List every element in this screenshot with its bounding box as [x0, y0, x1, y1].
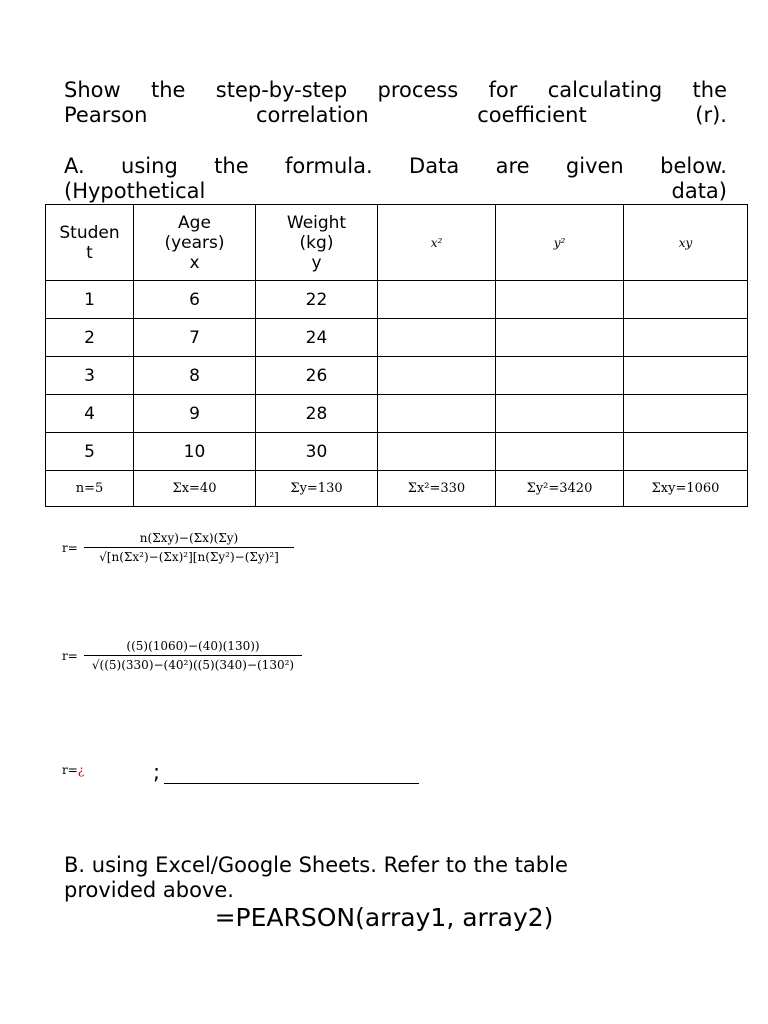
formula-numerator: n(Σxy)−(Σx)(Σy)	[84, 531, 294, 548]
header-weight	[256, 205, 378, 281]
intro-line-2: Pearson correlation coefficient (r).	[64, 103, 727, 127]
header-y-squared-label: y²	[553, 236, 566, 250]
table-cell: 3	[46, 357, 134, 395]
header-age-line-3: x	[189, 252, 200, 273]
sum-x-squared: Σx²=330	[378, 471, 496, 507]
table-cell: 26	[256, 357, 378, 395]
substituted-numerator: ((5)(1060)−(40)(130))	[84, 639, 302, 656]
sum-y-squared: Σy²=3420	[496, 471, 624, 507]
result-lhs: r=	[62, 763, 78, 777]
header-student-line-2: t	[86, 242, 93, 263]
header-xy	[624, 205, 748, 281]
pearson-formula	[62, 531, 312, 575]
table-cell-empty[interactable]	[624, 281, 748, 319]
part-a-line-2: (Hypothetical data)	[64, 179, 727, 203]
table-cell-empty[interactable]	[496, 319, 624, 357]
header-weight-line-1: Weight	[286, 212, 347, 233]
result-formula	[62, 763, 122, 781]
table-row	[46, 281, 748, 319]
intro-line-1: Show the step-by-step process for calculating the	[64, 78, 727, 102]
table-row	[46, 357, 748, 395]
table-cell-empty[interactable]	[378, 319, 496, 357]
answer-line[interactable]	[164, 761, 419, 784]
table-cell: 8	[134, 357, 256, 395]
table-cell-empty[interactable]	[624, 433, 748, 471]
table-cell-empty[interactable]	[496, 395, 624, 433]
header-weight-line-2: (kg)	[299, 232, 334, 253]
header-xy-label: xy	[678, 236, 693, 250]
table-cell: 30	[256, 433, 378, 471]
result-mark: ¿	[77, 763, 85, 777]
part-b-paragraph	[64, 853, 727, 903]
part-b-line-1: B. using Excel/Google Sheets. Refer to the table	[64, 853, 568, 877]
table-cell: 28	[256, 395, 378, 433]
header-x-squared	[378, 205, 496, 281]
sum-n: n=5	[46, 471, 134, 507]
excel-formula: =PEARSON(array1, array2)	[214, 903, 554, 932]
data-table	[45, 204, 748, 507]
table-cell-empty[interactable]	[496, 281, 624, 319]
table-cell-empty[interactable]	[496, 357, 624, 395]
substituted-denominator: √((5)(330)−(40²)((5)(340)−(130²)	[91, 658, 295, 672]
substituted-formula	[62, 639, 322, 683]
header-student	[46, 205, 134, 281]
table-cell-empty[interactable]	[624, 395, 748, 433]
table-cell: 5	[46, 433, 134, 471]
table-cell: 4	[46, 395, 134, 433]
answer-blank[interactable]	[153, 760, 419, 784]
table-cell-empty[interactable]	[624, 319, 748, 357]
table-cell-empty[interactable]	[378, 395, 496, 433]
table-cell: 6	[134, 281, 256, 319]
table-row	[46, 395, 748, 433]
table-cell: 7	[134, 319, 256, 357]
answer-semicolon: ;	[153, 760, 161, 784]
table-cell-empty[interactable]	[378, 281, 496, 319]
table-header-row	[46, 205, 748, 281]
header-weight-line-3: y	[311, 252, 322, 273]
table-cell: 22	[256, 281, 378, 319]
sum-xy: Σxy=1060	[624, 471, 748, 507]
header-y-squared	[496, 205, 624, 281]
header-age	[134, 205, 256, 281]
table-cell: 9	[134, 395, 256, 433]
table-row	[46, 433, 748, 471]
header-x-squared-label: x²	[430, 236, 443, 250]
table-cell: 10	[134, 433, 256, 471]
table-cell: 1	[46, 281, 134, 319]
substituted-lhs: r=	[62, 649, 78, 663]
table-cell-empty[interactable]	[624, 357, 748, 395]
part-a-heading	[64, 154, 727, 204]
part-a-line-1: A. using the formula. Data are given below.	[64, 154, 727, 178]
substituted-fraction	[84, 639, 302, 672]
formula-fraction	[84, 531, 294, 564]
table-cell-empty[interactable]	[496, 433, 624, 471]
intro-paragraph	[64, 78, 727, 128]
table-cell: 24	[256, 319, 378, 357]
sum-x: Σx=40	[134, 471, 256, 507]
table-cell-empty[interactable]	[378, 357, 496, 395]
header-student-line-1: Studen	[59, 222, 120, 243]
header-age-line-2: (years)	[164, 232, 225, 253]
table-cell: 2	[46, 319, 134, 357]
formula-lhs: r=	[62, 541, 78, 555]
table-sum-row	[46, 471, 748, 507]
part-b-line-2: provided above.	[64, 878, 234, 902]
table-cell-empty[interactable]	[378, 433, 496, 471]
header-age-line-1: Age	[178, 212, 211, 233]
formula-denominator: √[n(Σx²)−(Σx)²][n(Σy²)−(Σy)²]	[99, 550, 279, 564]
sum-y: Σy=130	[256, 471, 378, 507]
table-row	[46, 319, 748, 357]
